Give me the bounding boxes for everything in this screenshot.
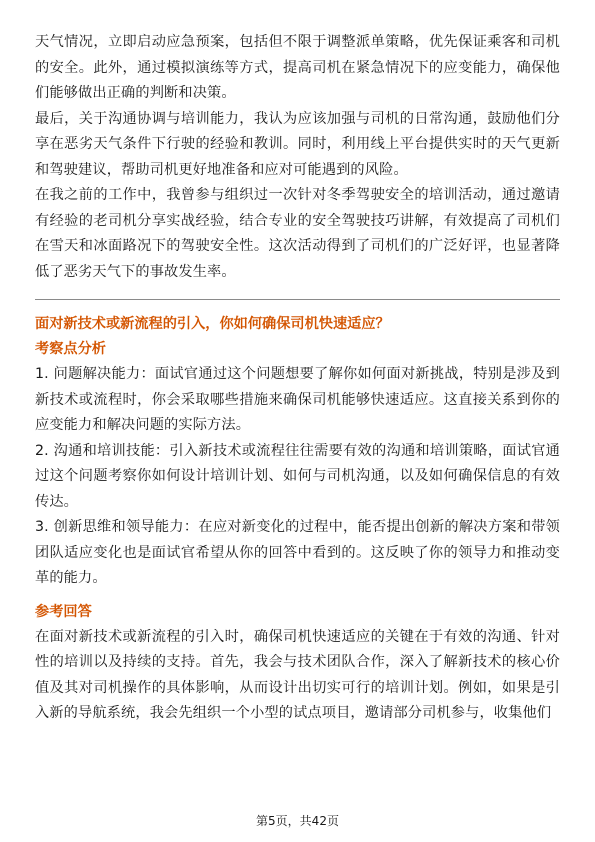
section-divider xyxy=(35,299,560,300)
analysis-item: 2. 沟通和培训技能：引入新技术或流程往往需要有效的沟通和培训策略，面试官通过这个问题考察你如何设计培训计划、如何与司机沟通，以及如何确保信息的有效传达。 xyxy=(35,442,560,510)
page-number-footer: 第5页，共42页 xyxy=(256,814,339,828)
body-paragraph: 最后，关于沟通协调与培训能力，我认为应该加强与司机的日常沟通，鼓励他们分享在恶劣天气条件下行驶的经验和教训。同时，利用线上平台提供实时的天气更新和驾驶建议，帮助司机更好地准备和应对可能遇到的风险。 xyxy=(35,110,560,178)
spacer xyxy=(35,592,560,600)
reference-answer-title: 参考回答 xyxy=(35,603,92,620)
page-content xyxy=(35,30,560,727)
interview-question: 面对新技术或新流程的引入，你如何确保司机快速适应？ xyxy=(35,316,390,332)
reference-answer-text: 在面对新技术或新流程的引入时，确保司机快速适应的关键在于有效的沟通、针对性的培训以及持续的支持。首先，我会与技术团队合作，深入了解新技术的核心价值及其对司机操作的具体影响，从而设计出切实可行的培训计划。例如，如果是引入新的导航系统，我会先组织一个小型的试点项目，邀请部分司机参与，收集他们 xyxy=(35,628,560,721)
analysis-item: 1. 问题解决能力：面试官通过这个问题想要了解你如何面对新挑战，特别是涉及到新技术或流程时，你会采取哪些措施来确保司机能够快速适应。这直接关系到你的应变能力和解决问题的实际方法。 xyxy=(35,366,560,433)
body-paragraph: 在我之前的工作中，我曾参与组织过一次针对冬季驾驶安全的培训活动，通过邀请有经验的老司机分享实战经验，结合专业的安全驾驶技巧讲解，有效提高了司机们在雪天和冰面路况下的驾驶安全性。这次活动得到了司机们的广泛好评，也显著降低了恶劣天气下的事故发生率。 xyxy=(35,187,560,280)
analysis-item: 3. 创新思维和领导能力：在应对新变化的过程中，能否提出创新的解决方案和带领团队适应变化也是面试官希望从你的回答中看到的。这反映了你的领导力和推动变革的能力。 xyxy=(35,519,560,586)
analysis-title: 考察点分析 xyxy=(35,341,106,357)
body-paragraph: 天气情况，立即启动应急预案，包括但不限于调整派单策略，优先保证乘客和司机的安全。此外，通过模拟演练等方式，提高司机在紧急情况下的应变能力，确保他们能够做出正确的判断和决策。 xyxy=(35,34,560,101)
